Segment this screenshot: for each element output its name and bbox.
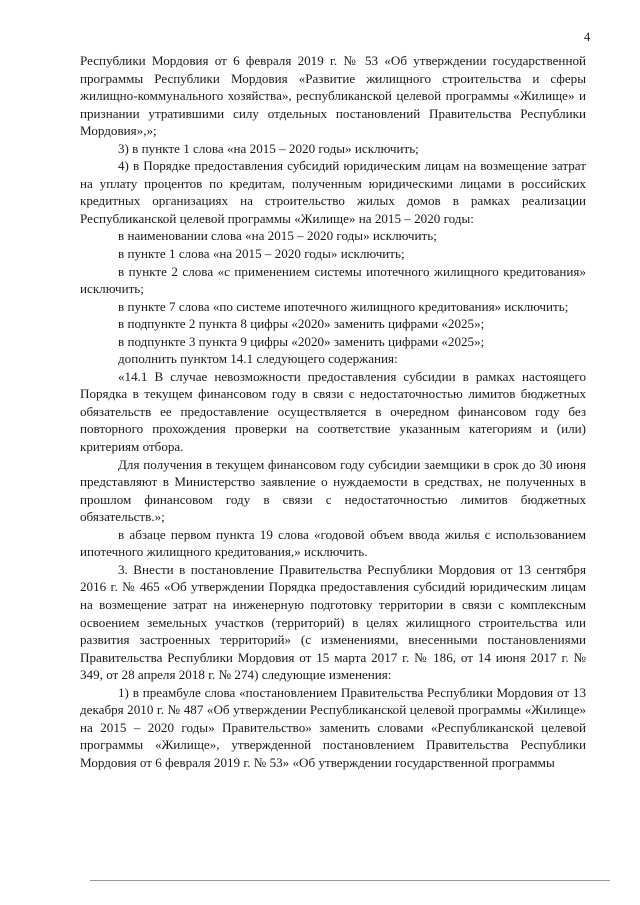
paragraph-point-19: в абзаце первом пункта 19 слова «годовой объем ввода жилья с использованием ипотечного жилищного кредитования,» исключить. [80, 526, 586, 560]
paragraph-item-4: 4) в Порядке предоставления субсидий юридическим лицам на возмещение затрат на уплату процентов по кредитам, полученным юридическими лицами в российских кредитных организациях на строительство жилых домов в рамках реализации Республиканской целевой программы «Жилище» на 2015 – 2020 годы: [80, 158, 586, 226]
paragraph-section-3: 3. Внести в постановление Правительства Республики Мордовия от 13 сентября 2016 г. № 465 «Об утверждении Порядка предоставления субсидий юридическим лицам на возмещение затрат на инженерную подготовку территории в связи с комплексным освоением земельных участков (территорий) в целях жилищного строительства или развития застроенных территорий» (с изменениями, внесенными постановлениями Правительства Республики Мордовия от 15 марта 2017 г. № 186, от 14 июня 2017 г. № 349, от 28 апреля 2018 г. № 274) следующие изменения: [80, 561, 586, 683]
paragraph-item-3: 3) в пункте 1 слова «на 2015 – 2020 годы» исключить; [118, 140, 419, 156]
paragraph-name-change: в наименовании слова «на 2015 – 2020 годы» исключить; [118, 228, 437, 244]
paragraph-continuation: Республики Мордовия от 6 февраля 2019 г. № 53 «Об утверждении государственной программы Республики Мордовия «Развитие жилищного строительства и сферы жилищно-коммунального хозяйства», республиканской целевой программы «Жилище» и признании утратившими силу отдельных постановлений Правительства Республики Мордовия»,»; [80, 53, 586, 139]
paragraph-subpoint-8: в подпункте 2 пункта 8 цифры «2020» заменить цифрами «2025»; [118, 316, 485, 332]
page-number: 4 [584, 30, 591, 44]
paragraph-14-1-text: «14.1 В случае невозможности предоставления субсидии в рамках настоящего Порядка в текущем финансовом году в связи с недостаточностью лимитов бюджетных обязательств ее предоставление осуществляется в очередном финансовом году без повторного прохождения проверки на соответствие указанным категориям и (или) критериям отбора. [80, 368, 586, 455]
paragraph-point-1: в пункте 1 слова «на 2015 – 2020 годы» исключить; [118, 246, 405, 262]
paragraph-point-2: в пункте 2 слова «с применением системы ипотечного жилищного кредитования» исключить; [80, 263, 586, 297]
paragraph-point-7: в пункте 7 слова «по системе ипотечного жилищного кредитования» исключить; [118, 298, 569, 314]
paragraph-preamble-change: 1) в преамбуле слова «постановлением Правительства Республики Мордовия от 13 декабря 2010 г. № 487 «Об утверждении Республиканской целевой программы «Жилище» на 2015 – 2020 годы» Правительство» заменить словами «Республиканской целевой программы «Жилище», утвержденной постановлением Правительства Республики Мордовия от 6 февраля 2019 г. № 53» «Об утверждении государственной программы [80, 684, 586, 770]
footer-divider [90, 880, 610, 881]
paragraph-subpoint-9: в подпункте 3 пункта 9 цифры «2020» заменить цифрами «2025»; [118, 333, 485, 349]
paragraph-subsidy-request: Для получения в текущем финансовом году субсидии заемщики в срок до 30 июня представляют в Министерство заявление о нуждаемости в средствах, не полученных в прошлом финансовом году в связи с недостаточностью лимитов бюджетных обязательств.»; [80, 456, 586, 525]
paragraph-add-14-1: дополнить пунктом 14.1 следующего содержания: [118, 351, 398, 367]
document-body [80, 52, 586, 771]
